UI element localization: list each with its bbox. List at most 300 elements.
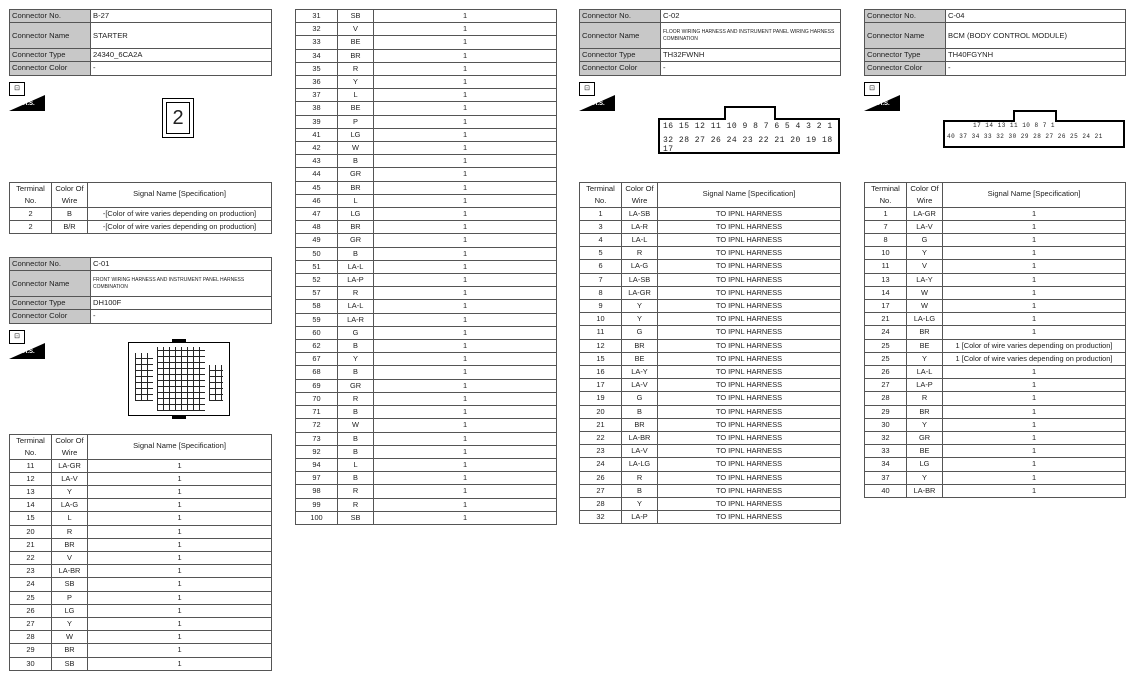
wire-table-row (10, 512, 272, 525)
b27-diagram (9, 82, 272, 182)
wire-table-row (580, 498, 841, 511)
wire-table-row (10, 565, 272, 578)
wire-color-cell: R (338, 62, 374, 75)
wire-color-cell: BR (907, 326, 943, 339)
wire-table-row (10, 486, 272, 499)
terminal-no-cell: 60 (296, 326, 338, 339)
label-connector-name: Connector Name (10, 23, 91, 49)
c02-pins-top: 16 15 12 11 10 9 8 7 6 5 4 3 2 1 (663, 121, 833, 131)
wire-color-cell: GR (338, 234, 374, 247)
terminal-no-cell: 32 (580, 511, 622, 524)
signal-name-cell: 1 (943, 260, 1126, 273)
wire-table-row (296, 247, 557, 260)
signal-name-cell: 1 (88, 644, 272, 657)
wire-color-cell: R (338, 498, 374, 511)
signal-name-cell: TO IPNL HARNESS (658, 207, 841, 220)
header-color-of-wire: Color Of Wire (907, 182, 943, 207)
terminal-no-cell: 17 (865, 300, 907, 313)
wire-color-cell: R (907, 392, 943, 405)
signal-name-cell: 1 (88, 631, 272, 644)
wire-color-cell: R (338, 287, 374, 300)
signal-name-cell: 1 (943, 458, 1126, 471)
terminal-no-cell: 5 (580, 247, 622, 260)
wire-table-row (10, 499, 272, 512)
wire-color-cell: LA-P (338, 274, 374, 287)
header-signal-name: Signal Name [Specification] (88, 434, 272, 459)
wire-table-row (296, 379, 557, 392)
c04-no: C-04 (946, 10, 1126, 23)
wire-color-cell: Y (338, 76, 374, 89)
terminal-no-cell: 26 (10, 604, 52, 617)
wire-table-row (580, 379, 841, 392)
signal-name-cell: 1 (374, 472, 557, 485)
wire-table-row (10, 459, 272, 472)
wire-color-cell: W (338, 142, 374, 155)
wire-color-cell: R (338, 392, 374, 405)
signal-name-cell: 1 (943, 379, 1126, 392)
wire-color-cell: BE (907, 339, 943, 352)
c02-color: - (661, 62, 841, 75)
signal-name-cell: 1 (88, 472, 272, 485)
terminal-no-cell: 59 (296, 313, 338, 326)
terminal-no-cell: 99 (296, 498, 338, 511)
wire-table-row (296, 23, 557, 36)
hs-icon: ⊡ H.S. (864, 82, 900, 112)
c04-pins-bottom: 40 37 34 33 32 30 29 28 27 26 25 24 21 (947, 132, 1103, 140)
terminal-no-cell: 11 (580, 326, 622, 339)
wire-color-cell: LA-GR (52, 459, 88, 472)
header-signal-name: Signal Name [Specification] (88, 182, 272, 207)
terminal-no-cell: 43 (296, 155, 338, 168)
wire-color-cell: B (338, 445, 374, 458)
terminal-no-cell: 28 (10, 631, 52, 644)
wire-color-cell: LA-V (622, 379, 658, 392)
wire-table-row (10, 591, 272, 604)
terminal-no-cell: 20 (10, 525, 52, 538)
column-b27-c01 (9, 9, 272, 671)
signal-name-cell: 1 (943, 405, 1126, 418)
c01-name: FRONT WIRING HARNESS AND INSTRUMENT PANEL HARNESS COMBINATION (91, 271, 272, 297)
wire-color-cell: LA-BR (907, 484, 943, 497)
header-color-of-wire: Color Of Wire (52, 434, 88, 459)
header-signal-name: Signal Name [Specification] (943, 182, 1126, 207)
wire-color-cell: Y (622, 300, 658, 313)
wire-table-row (296, 76, 557, 89)
wire-table-row (865, 432, 1126, 445)
terminal-no-cell: 35 (296, 62, 338, 75)
wire-color-cell: Y (52, 618, 88, 631)
wire-color-cell: BR (622, 339, 658, 352)
c04-color: - (946, 62, 1126, 75)
wire-table-row (580, 405, 841, 418)
label-connector-type: Connector Type (10, 49, 91, 62)
signal-name-cell: 1 (374, 62, 557, 75)
signal-name-cell: 1 (374, 432, 557, 445)
wire-table-row (296, 221, 557, 234)
wire-color-cell: LA-V (622, 445, 658, 458)
wire-color-cell: LA-BR (622, 432, 658, 445)
signal-name-cell: 1 (374, 340, 557, 353)
wire-table-row (10, 631, 272, 644)
b27-connector-face (162, 98, 194, 138)
terminal-no-cell: 9 (580, 300, 622, 313)
terminal-no-cell: 25 (865, 339, 907, 352)
b27-no: B-27 (91, 10, 272, 23)
wire-table-row (296, 445, 557, 458)
wire-table-row (865, 300, 1126, 313)
label-connector-color: Connector Color (10, 310, 91, 323)
wire-color-cell: Y (622, 313, 658, 326)
terminal-no-cell: 26 (580, 471, 622, 484)
wire-table-row (580, 471, 841, 484)
wire-color-cell: V (338, 23, 374, 36)
wire-table-row (580, 511, 841, 524)
wire-table-row (580, 300, 841, 313)
terminal-no-cell: 7 (580, 273, 622, 286)
wire-table-row (296, 498, 557, 511)
terminal-no-cell: 46 (296, 194, 338, 207)
label-connector-no: Connector No. (580, 10, 661, 23)
wire-color-cell: BE (622, 352, 658, 365)
terminal-no-cell: 7 (865, 220, 907, 233)
signal-name-cell: 1 (374, 406, 557, 419)
signal-name-cell: TO IPNL HARNESS (658, 458, 841, 471)
wire-table-row (580, 418, 841, 431)
terminal-no-cell: 62 (296, 340, 338, 353)
wire-color-cell: LA-SB (622, 273, 658, 286)
signal-name-cell: 1 (88, 565, 272, 578)
wire-table-row (10, 657, 272, 670)
signal-name-cell: 1 (943, 432, 1126, 445)
wire-table-row (580, 286, 841, 299)
signal-name-cell: 1 (88, 552, 272, 565)
hs-icon: ⊡ H.S. (579, 82, 615, 112)
c04-diagram (864, 82, 1126, 182)
terminal-no-cell: 2 (10, 220, 52, 233)
signal-name-cell: TO IPNL HARNESS (658, 471, 841, 484)
terminal-no-cell: 97 (296, 472, 338, 485)
wire-table-row (580, 352, 841, 365)
b27-wire-table (9, 182, 272, 234)
terminal-no-cell: 27 (580, 484, 622, 497)
wire-color-cell: V (52, 552, 88, 565)
signal-name-cell: TO IPNL HARNESS (658, 432, 841, 445)
terminal-no-cell: 1 (865, 207, 907, 220)
wire-color-cell: G (907, 234, 943, 247)
wire-color-cell: SB (338, 511, 374, 524)
signal-name-cell: 1 (374, 392, 557, 405)
wire-table-row (296, 168, 557, 181)
terminal-no-cell: 50 (296, 247, 338, 260)
wire-color-cell: GR (907, 432, 943, 445)
terminal-no-cell: 44 (296, 168, 338, 181)
terminal-no-cell: 14 (865, 286, 907, 299)
signal-name-cell: 1 (943, 273, 1126, 286)
wire-table-row (296, 274, 557, 287)
signal-name-cell: 1 (88, 486, 272, 499)
signal-name-cell: 1 (374, 181, 557, 194)
wire-table-row (296, 102, 557, 115)
wire-table-row (865, 458, 1126, 471)
signal-name-cell: 1 (943, 366, 1126, 379)
wire-color-cell: BE (338, 36, 374, 49)
terminal-no-cell: 25 (865, 352, 907, 365)
terminal-no-cell: 22 (580, 432, 622, 445)
wire-table-row (580, 247, 841, 260)
signal-name-cell: 1 (374, 274, 557, 287)
signal-name-cell: 1 (374, 36, 557, 49)
terminal-no-cell: 92 (296, 445, 338, 458)
wire-color-cell: GR (338, 168, 374, 181)
wire-color-cell: LA-L (338, 260, 374, 273)
c02-info-table (579, 9, 841, 76)
terminal-no-cell: 30 (865, 418, 907, 431)
wire-color-cell: B (338, 406, 374, 419)
signal-name-cell: 1 (88, 604, 272, 617)
wire-table-row (580, 260, 841, 273)
signal-name-cell: 1 (374, 76, 557, 89)
terminal-no-cell: 24 (865, 326, 907, 339)
wire-table-row (10, 578, 272, 591)
terminal-no-cell: 13 (865, 273, 907, 286)
terminal-no-cell: 98 (296, 485, 338, 498)
wire-color-cell: R (622, 471, 658, 484)
wire-table-row (10, 220, 272, 233)
wire-color-cell: LA-L (338, 300, 374, 313)
signal-name-cell: 1 (374, 142, 557, 155)
wire-table-row (296, 511, 557, 524)
c01-color: - (91, 310, 272, 323)
c02-pins-bottom: 32 28 27 26 24 23 22 21 20 19 18 17 (663, 135, 833, 154)
terminal-no-cell: 12 (580, 339, 622, 352)
terminal-no-cell: 14 (10, 499, 52, 512)
terminal-no-cell: 15 (10, 512, 52, 525)
terminal-no-cell: 16 (580, 366, 622, 379)
signal-name-cell: 1 (374, 168, 557, 181)
signal-name-cell: 1 (943, 484, 1126, 497)
c04-info-table (864, 9, 1126, 76)
signal-name-cell: 1 (374, 208, 557, 221)
c04-type: TH40FGYNH (946, 49, 1126, 62)
wire-color-cell: B (338, 247, 374, 260)
wire-table-row (865, 313, 1126, 326)
terminal-no-cell: 4 (580, 234, 622, 247)
wire-color-cell: LA-GR (907, 207, 943, 220)
signal-name-cell: -[Color of wire varies depending on production] (88, 220, 272, 233)
signal-name-cell: TO IPNL HARNESS (658, 405, 841, 418)
c01-no: C-01 (91, 258, 272, 271)
wire-color-cell: GR (338, 379, 374, 392)
label-connector-type: Connector Type (865, 49, 946, 62)
wire-color-cell: LA-GR (622, 286, 658, 299)
c04-connector-face (943, 120, 1125, 148)
terminal-no-cell: 32 (296, 23, 338, 36)
signal-name-cell: 1 (374, 300, 557, 313)
signal-name-cell: 1 (943, 313, 1126, 326)
wire-color-cell: LA-G (52, 499, 88, 512)
signal-name-cell: 1 (374, 353, 557, 366)
wire-color-cell: LA-L (907, 366, 943, 379)
signal-name-cell: 1 [Color of wire varies depending on production] (943, 352, 1126, 365)
terminal-no-cell: 34 (296, 49, 338, 62)
wire-table-row (865, 484, 1126, 497)
signal-name-cell: TO IPNL HARNESS (658, 220, 841, 233)
wire-color-cell: SB (338, 10, 374, 23)
signal-name-cell: 1 (374, 234, 557, 247)
signal-name-cell: 1 (943, 247, 1126, 260)
wire-table-row (580, 484, 841, 497)
wire-color-cell: LA-SB (622, 207, 658, 220)
wire-table-row (865, 220, 1126, 233)
terminal-no-cell: 23 (10, 565, 52, 578)
signal-name-cell: 1 (88, 538, 272, 551)
label-connector-color: Connector Color (10, 62, 91, 75)
wire-color-cell: R (622, 247, 658, 260)
terminal-no-cell: 1 (580, 207, 622, 220)
b27-name: STARTER (91, 23, 272, 49)
wire-table-row (296, 300, 557, 313)
signal-name-cell: 1 (374, 102, 557, 115)
label-connector-color: Connector Color (580, 62, 661, 75)
signal-name-cell: 1 (374, 511, 557, 524)
c01-connector-face (128, 342, 230, 416)
wire-table-row (296, 62, 557, 75)
wire-table-row (296, 181, 557, 194)
c01-wire-table (9, 434, 272, 671)
wire-color-cell: LA-P (907, 379, 943, 392)
signal-name-cell: 1 (943, 207, 1126, 220)
wire-color-cell: LA-R (338, 313, 374, 326)
terminal-no-cell: 68 (296, 366, 338, 379)
signal-name-cell: 1 (374, 445, 557, 458)
wire-color-cell: L (338, 194, 374, 207)
c04-pins-top: 17 14 13 11 10 8 7 1 (973, 121, 1056, 129)
wire-color-cell: LA-LG (907, 313, 943, 326)
signal-name-cell: TO IPNL HARNESS (658, 273, 841, 286)
wire-color-cell: LA-LG (622, 458, 658, 471)
wire-color-cell: B (622, 405, 658, 418)
signal-name-cell: 1 (374, 194, 557, 207)
terminal-no-cell: 69 (296, 379, 338, 392)
wire-table-row (10, 644, 272, 657)
header-terminal-no: Terminal No. (10, 182, 52, 207)
wire-table-row (296, 115, 557, 128)
wire-table-row (296, 392, 557, 405)
terminal-no-cell: 19 (580, 392, 622, 405)
wire-table-row (296, 353, 557, 366)
terminal-no-cell: 36 (296, 76, 338, 89)
signal-name-cell: -[Color of wire varies depending on production] (88, 207, 272, 220)
terminal-no-cell: 21 (10, 538, 52, 551)
terminal-no-cell: 22 (10, 552, 52, 565)
wire-table-row (865, 445, 1126, 458)
wire-table-row (865, 339, 1126, 352)
wire-color-cell: B (622, 484, 658, 497)
label-connector-type: Connector Type (10, 297, 91, 310)
c04-name: BCM (BODY CONTROL MODULE) (946, 23, 1126, 49)
wire-color-cell: BR (338, 181, 374, 194)
wire-table-row (865, 326, 1126, 339)
wire-color-cell: P (52, 591, 88, 604)
c02-type: TH32FWNH (661, 49, 841, 62)
wire-color-cell: L (338, 89, 374, 102)
signal-name-cell: 1 (943, 326, 1126, 339)
wire-table-row (296, 366, 557, 379)
terminal-no-cell: 8 (865, 234, 907, 247)
terminal-no-cell: 51 (296, 260, 338, 273)
signal-name-cell: 1 (88, 499, 272, 512)
wire-color-cell: Y (907, 471, 943, 484)
terminal-no-cell: 10 (865, 247, 907, 260)
wire-color-cell: LG (338, 208, 374, 221)
signal-name-cell: 1 (374, 287, 557, 300)
wire-table-row (580, 207, 841, 220)
signal-name-cell: 1 (943, 418, 1126, 431)
wire-table-row (296, 10, 557, 23)
wire-table-row (296, 313, 557, 326)
wire-color-cell: Y (338, 353, 374, 366)
header-color-of-wire: Color Of Wire (52, 182, 88, 207)
wire-table-row (10, 525, 272, 538)
wire-color-cell: BE (907, 445, 943, 458)
c04-wire-table (864, 182, 1126, 498)
wire-color-cell: B (338, 432, 374, 445)
wire-table-row (580, 432, 841, 445)
signal-name-cell: TO IPNL HARNESS (658, 366, 841, 379)
terminal-no-cell: 47 (296, 208, 338, 221)
wire-color-cell: W (907, 286, 943, 299)
wire-color-cell: B/R (52, 220, 88, 233)
signal-name-cell: 1 (374, 485, 557, 498)
wire-color-cell: SB (52, 578, 88, 591)
wire-table-row (296, 432, 557, 445)
header-terminal-no: Terminal No. (865, 182, 907, 207)
signal-name-cell: 1 (374, 221, 557, 234)
terminal-no-cell: 94 (296, 458, 338, 471)
wire-table-row (296, 49, 557, 62)
signal-name-cell: 1 (88, 525, 272, 538)
wire-color-cell: BR (907, 405, 943, 418)
wire-color-cell: LA-L (622, 234, 658, 247)
header-signal-name: Signal Name [Specification] (658, 182, 841, 207)
wire-color-cell: BR (622, 418, 658, 431)
wire-color-cell: R (338, 485, 374, 498)
terminal-no-cell: 27 (10, 618, 52, 631)
wire-table-row (865, 471, 1126, 484)
terminal-no-cell: 23 (580, 445, 622, 458)
wire-color-cell: BR (338, 221, 374, 234)
label-connector-no: Connector No. (865, 10, 946, 23)
signal-name-cell: 1 [Color of wire varies depending on production] (943, 339, 1126, 352)
hs-icon: ⊡ H.S. (9, 330, 45, 360)
terminal-no-cell: 8 (580, 286, 622, 299)
label-connector-type: Connector Type (580, 49, 661, 62)
terminal-no-cell: 38 (296, 102, 338, 115)
wire-color-cell: V (907, 260, 943, 273)
label-connector-no: Connector No. (10, 10, 91, 23)
wire-color-cell: LG (907, 458, 943, 471)
header-terminal-no: Terminal No. (10, 434, 52, 459)
terminal-no-cell: 20 (580, 405, 622, 418)
signal-name-cell: TO IPNL HARNESS (658, 339, 841, 352)
signal-name-cell: 1 (374, 326, 557, 339)
wire-color-cell: R (52, 525, 88, 538)
terminal-no-cell: 32 (865, 432, 907, 445)
wire-table-row (580, 220, 841, 233)
wire-table-row (296, 458, 557, 471)
wire-color-cell: LA-V (907, 220, 943, 233)
wire-color-cell: B (338, 155, 374, 168)
